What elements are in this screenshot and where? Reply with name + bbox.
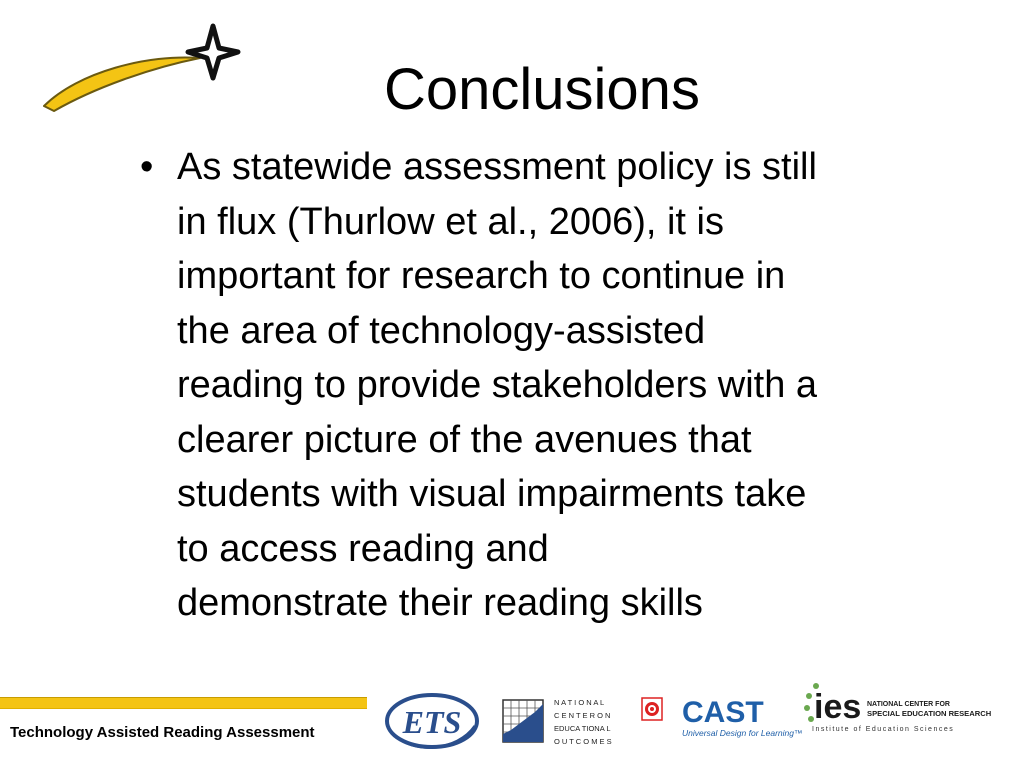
slide-title: Conclusions	[384, 57, 700, 122]
ies-name-line: SPECIAL EDUCATION RESEARCH	[867, 709, 992, 718]
bullet-line: students with visual impairments take	[177, 473, 807, 515]
ies-tagline: Institute of Education Sciences	[812, 726, 955, 733]
ets-logo-text: ETS	[402, 704, 462, 740]
ies-logo	[800, 680, 992, 734]
bullet-line: in flux (Thurlow et al., 2006), it is	[177, 200, 724, 243]
bullet-line: demonstrate their reading skills	[177, 582, 703, 624]
ets-logo	[383, 690, 481, 752]
bullet-line: to access reading and	[177, 527, 549, 570]
cast-logo-text: CAST	[682, 696, 764, 729]
target-icon	[641, 697, 663, 721]
bullet-line: the area of technology-assisted	[177, 309, 706, 352]
footer-title: Technology Assisted Reading Assessment	[10, 724, 315, 741]
bullet-line: reading to provide stakeholders with a	[177, 364, 818, 406]
bullet-line: important for research to continue in	[177, 255, 786, 297]
bullet-line: clearer picture of the avenues that	[177, 418, 752, 461]
ies-logo-text: ies	[814, 688, 862, 726]
bullet-symbol: •	[140, 146, 154, 188]
cast-logo	[680, 692, 805, 742]
cast-tagline: Universal Design for Learning™	[682, 728, 803, 738]
ncoo-line: C E N T E R O N	[554, 711, 611, 720]
ncoo-line: O U T C O M E S	[554, 737, 612, 746]
ncoo-line: EDUCA TIONA L	[554, 724, 611, 733]
ncoo-line: N A T I O N A L	[554, 698, 605, 707]
shooting-star-icon	[38, 22, 243, 114]
ncoo-logo	[502, 694, 630, 748]
footer-accent-bar	[0, 697, 367, 709]
ies-name-line: NATIONAL CENTER FOR	[867, 701, 950, 708]
bullet-line: As statewide assessment policy is still	[177, 146, 817, 188]
